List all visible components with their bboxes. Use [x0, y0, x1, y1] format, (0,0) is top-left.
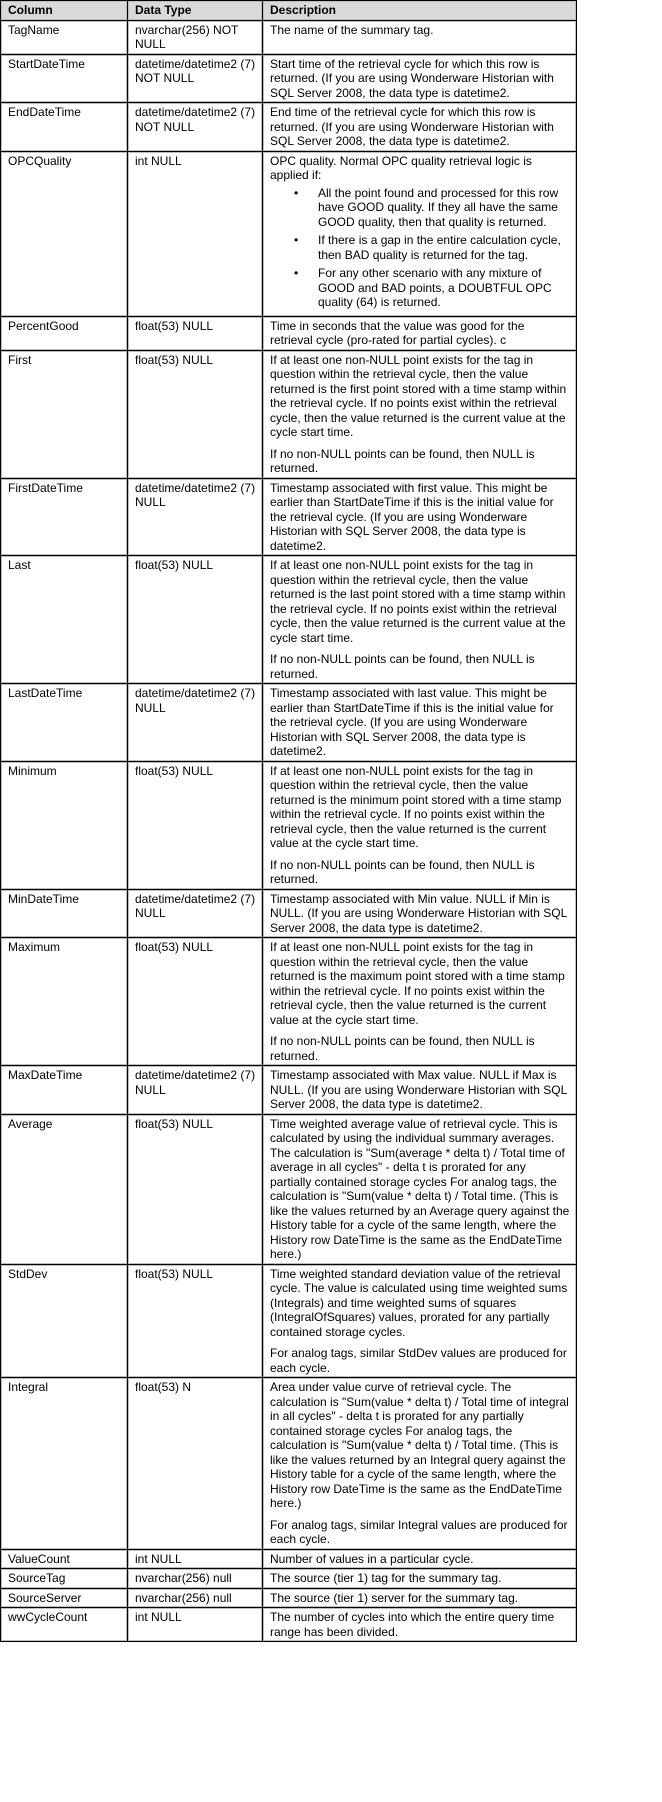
description-paragraph: If no non-NULL points can be found, then NULL is returned.: [270, 446, 535, 475]
cell-data-type: int NULL: [128, 1549, 263, 1569]
cell-column-name: Last: [1, 556, 128, 684]
cell-description: [263, 889, 577, 938]
cell-column-name: OPCQuality: [1, 151, 128, 316]
description-paragraph: If at least one non-NULL point exists for the tag in question within the retrieval cycle, then the value returned is the last point stored with a time stamp within the retrieval cycle. If no points exist within the retrieval cycle, then the value returned is the current value at the cycle start time.: [270, 558, 566, 645]
cell-description: [263, 1608, 577, 1642]
header-description: Description: [263, 1, 577, 21]
description-bullet-item: • For any other scenario with any mixture of GOOD and BAD points, a DOUBTFUL OPC quality (64) is returned.: [270, 266, 570, 310]
cell-data-type: int NULL: [128, 151, 263, 316]
table-row: [1, 151, 577, 316]
description-paragraph: If at least one non-NULL point exists for the tag in question within the retrieval cycle, then the value returned is the maximum point stored with a time stamp within the retrieval cycle. If no points exist within the retrieval cycle, then the value returned is the current value at the cycle start time.: [270, 940, 565, 1027]
description-paragraph: The source (tier 1) server for the summary tag.: [270, 1590, 519, 1605]
cell-data-type: float(53) NULL: [128, 350, 263, 478]
table-row: [1, 478, 577, 556]
table-row: [1, 684, 577, 762]
cell-data-type: float(53) NULL: [128, 1264, 263, 1378]
cell-data-type: datetime/datetime2 (7) NOT NULL: [128, 103, 263, 152]
cell-column-name: Minimum: [1, 761, 128, 889]
description-paragraph: For analog tags, similar StdDev values are produced for each cycle.: [270, 1346, 567, 1375]
cell-column-name: LastDateTime: [1, 684, 128, 762]
cell-data-type: nvarchar(256) null: [128, 1588, 263, 1608]
cell-column-name: ValueCount: [1, 1549, 128, 1569]
description-paragraph: Number of values in a particular cycle.: [270, 1551, 474, 1566]
cell-data-type: float(53) NULL: [128, 556, 263, 684]
cell-data-type: datetime/datetime2 (7) NULL: [128, 1066, 263, 1115]
cell-data-type: int NULL: [128, 1608, 263, 1642]
table-header: [1, 1, 577, 21]
cell-description: [263, 684, 577, 762]
cell-column-name: PercentGood: [1, 316, 128, 350]
cell-description: [263, 1264, 577, 1378]
cell-data-type: float(53) NULL: [128, 938, 263, 1066]
table-row: [1, 350, 577, 478]
cell-column-name: EndDateTime: [1, 103, 128, 152]
cell-data-type: datetime/datetime2 (7) NULL: [128, 478, 263, 556]
cell-data-type: datetime/datetime2 (7) NULL: [128, 889, 263, 938]
description-bullet-item: • All the point found and processed for this row have GOOD quality. If they all have the same GOOD quality, then that quality is returned.: [270, 186, 570, 230]
cell-column-name: SourceServer: [1, 1588, 128, 1608]
cell-data-type: nvarchar(256) null: [128, 1569, 263, 1589]
description-paragraph: Time weighted average value of retrieval cycle. This is calculated by using the individual summary averages. The calculation is "Sum(average * delta t) / Total time of average in all cycles" - delta t is prorated for any partially contained storage cycles For analog tags, the calculation is "Sum(value * delta t) / Total time. (This is like the values returned by an Average query against the History table for a cycle of the same length, where the History row DateTime is the same as the EndDateTime here.): [270, 1116, 570, 1261]
description-paragraph: Time weighted standard deviation value of the retrieval cycle. The value is calculated using time weighted sums (Integrals) and time weighted sums of squares (IntegralOfSquares) values, prorated for any partially contained storage cycles.: [270, 1266, 568, 1339]
cell-description: [263, 1549, 577, 1569]
cell-description: [263, 1588, 577, 1608]
description-paragraph: OPC quality. Normal OPC quality retrieval logic is applied if:: [270, 153, 532, 182]
cell-column-name: Maximum: [1, 938, 128, 1066]
cell-description: [263, 1378, 577, 1550]
description-paragraph: If no non-NULL points can be found, then NULL is returned.: [270, 1034, 535, 1063]
description-paragraph: The source (tier 1) tag for the summary tag.: [270, 1571, 502, 1585]
cell-data-type: nvarchar(256) NOT NULL: [128, 20, 263, 54]
table-row: [1, 20, 577, 54]
cell-description: [263, 350, 577, 478]
table-row: [1, 316, 577, 350]
description-paragraph: End time of the retrieval cycle for which this row is returned. (If you are using Wonderware Historian with SQL Server 2008, the data type is datetime2.: [270, 105, 554, 148]
description-paragraph: Timestamp associated with Min value. NULL if Min is NULL. (If you are using Wonderware Historian with SQL Server 2008, the data type is datetime2.: [270, 891, 567, 935]
cell-description: [263, 20, 577, 54]
cell-data-type: float(53) NULL: [128, 761, 263, 889]
cell-description: [263, 316, 577, 350]
description-paragraph: If at least one non-NULL point exists for the tag in question within the retrieval cycle, then the value returned is the first point stored with a time stamp within the retrieval cycle. If no points exist within the retrieval cycle, then the value returned is the current value at the cycle start time.: [270, 352, 567, 439]
table-row: [1, 1114, 577, 1264]
table-row: [1, 103, 577, 152]
cell-data-type: datetime/datetime2 (7) NOT NULL: [128, 54, 263, 103]
table-row: [1, 761, 577, 889]
cell-column-name: StartDateTime: [1, 54, 128, 103]
cell-column-name: Integral: [1, 1378, 128, 1550]
cell-column-name: wwCycleCount: [1, 1608, 128, 1642]
cell-column-name: FirstDateTime: [1, 478, 128, 556]
description-paragraph: For analog tags, similar Integral values are produced for each cycle.: [270, 1517, 568, 1546]
header-row: [1, 1, 577, 21]
cell-data-type: float(53) N: [128, 1378, 263, 1550]
description-paragraph: Start time of the retrieval cycle for which this row is returned. (If you are using Wonderware Historian with SQL Server 2008, the data type is datetime2.: [270, 56, 554, 100]
description-paragraph: Time in seconds that the value was good for the retrieval cycle (pro-rated for partial cycles). c: [270, 318, 525, 347]
cell-description: [263, 1569, 577, 1589]
cell-description: [263, 1066, 577, 1115]
cell-data-type: float(53) NULL: [128, 1114, 263, 1264]
table-row: [1, 1569, 577, 1589]
cell-column-name: StdDev: [1, 1264, 128, 1378]
cell-description: [263, 938, 577, 1066]
cell-description: [263, 54, 577, 103]
table-row: [1, 1608, 577, 1642]
description-paragraph: Timestamp associated with last value. This might be earlier than StartDateTime if this is the initial value for the retrieval cycle. (If you are using Wonderware Historian with SQL Server 2008, the data type is datetime2.: [270, 686, 554, 758]
table-row: [1, 938, 577, 1066]
cell-description: [263, 151, 577, 316]
cell-description: [263, 761, 577, 889]
description-paragraph: If no non-NULL points can be found, then NULL is returned.: [270, 652, 535, 681]
description-paragraph: The name of the summary tag.: [270, 22, 434, 37]
description-paragraph: If no non-NULL points can be found, then NULL is returned.: [270, 857, 535, 886]
cell-column-name: Average: [1, 1114, 128, 1264]
description-paragraph: Timestamp associated with Max value. NULL if Max is NULL. (If you are using Wonderware Historian with SQL Server 2008, the data type is datetime2.: [270, 1068, 567, 1111]
cell-description: [263, 556, 577, 684]
description-bullet-item: • If there is a gap in the entire calculation cycle, then BAD quality is returned for the tag.: [270, 233, 570, 262]
description-paragraph: Timestamp associated with first value. This might be earlier than StartDateTime if this is the initial value for the retrieval cycle. (If you are using Wonderware Historian with SQL Server 2008, the data type is datetime2.: [270, 480, 554, 553]
cell-column-name: TagName: [1, 20, 128, 54]
description-bullet-list: [270, 186, 570, 310]
description-paragraph: Area under value curve of retrieval cycle. The calculation is "Sum(value * delta t) / Total time of integral in all cycles" - delta t is prorated for any partially contained storage cycles For analog tags, the calculation is "Sum(value * delta t) / Total time. (This is like the values returned by an Integral query against the History table for a cycle of the same length, where the History row DateTime is the same as the EndDateTime here.): [270, 1380, 569, 1510]
description-paragraph: The number of cycles into which the entire query time range has been divided.: [270, 1610, 555, 1639]
table-row: [1, 1066, 577, 1115]
cell-column-name: SourceTag: [1, 1569, 128, 1589]
table-row: [1, 1588, 577, 1608]
cell-description: [263, 103, 577, 152]
cell-data-type: datetime/datetime2 (7) NULL: [128, 684, 263, 762]
header-column: Column: [1, 1, 128, 21]
cell-description: [263, 1114, 577, 1264]
header-data-type: Data Type: [128, 1, 263, 21]
table-row: [1, 1549, 577, 1569]
cell-description: [263, 478, 577, 556]
table-row: [1, 889, 577, 938]
cell-column-name: First: [1, 350, 128, 478]
cell-column-name: MaxDateTime: [1, 1066, 128, 1115]
cell-column-name: MinDateTime: [1, 889, 128, 938]
table-body: [1, 20, 577, 1642]
table-row: [1, 556, 577, 684]
table-row: [1, 1264, 577, 1378]
table-row: [1, 1378, 577, 1550]
cell-data-type: float(53) NULL: [128, 316, 263, 350]
description-paragraph: If at least one non-NULL point exists for the tag in question within the retrieval cycle, then the value returned is the minimum point stored with a time stamp within the retrieval cycle. If no points exist within the retrieval cycle, then the value returned is the current value at the cycle start time.: [270, 763, 562, 850]
table-row: [1, 54, 577, 103]
